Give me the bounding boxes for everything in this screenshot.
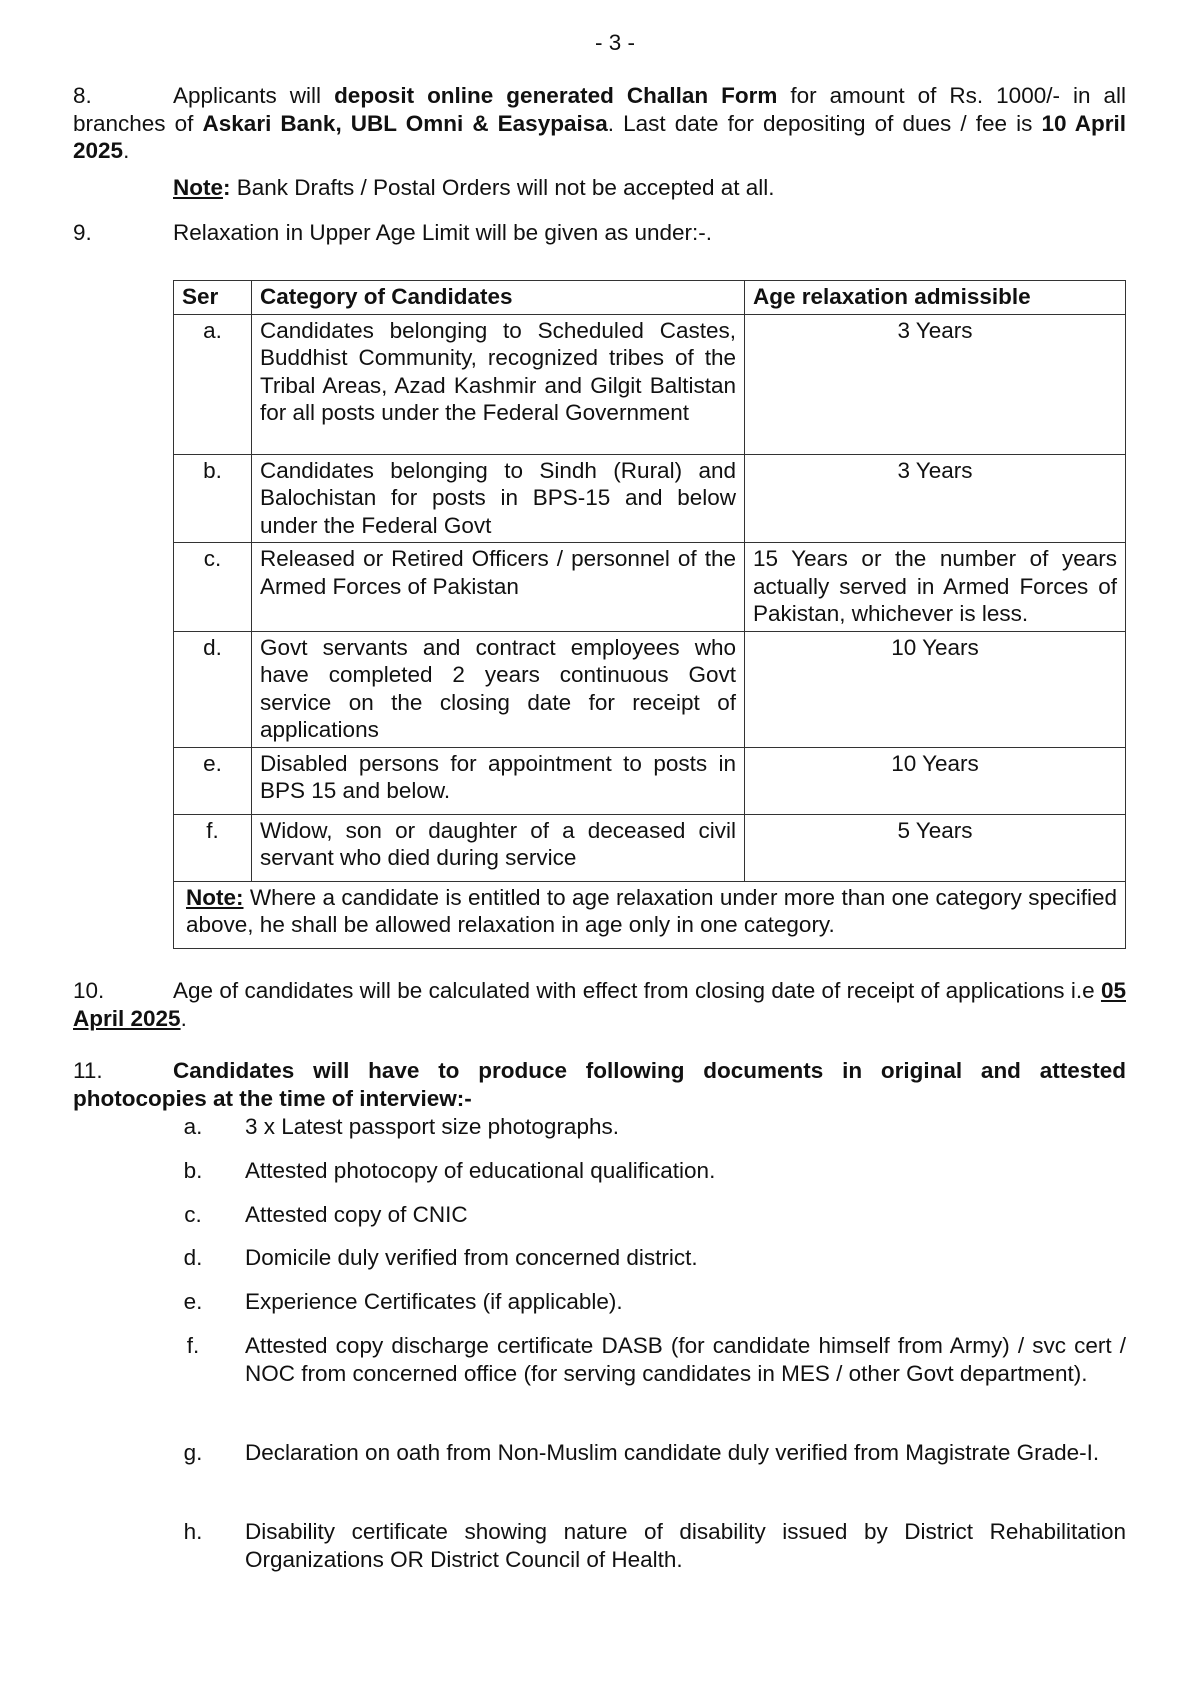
para8-bold-date: 10 April 2025: [73, 110, 1126, 163]
table-note-cell: [174, 881, 1126, 948]
para8-bold-challan: deposit online generated Challan Form: [334, 83, 778, 108]
list-item-text: Attested copy discharge certificate DASB (for candidate himself from Army) / svc cert / NOC from concerned office (for serving candidates in MES / other Govt department).: [245, 1333, 1126, 1386]
table-row: [174, 814, 1126, 881]
cell-category: Widow, son or daughter of a deceased civil servant who died during service: [252, 814, 745, 881]
cell-age: 10 Years: [745, 631, 1126, 747]
para8-text-2: for amount of Rs. 1000/- in all branches of: [73, 83, 1126, 136]
cell-ser: f.: [174, 814, 252, 881]
table-note-text: Where a candidate is entitled to age relaxation under more than one category specified above, he shall be allowed relaxation in age only in one category.: [186, 884, 1117, 937]
table-note-label: Note:: [186, 884, 244, 910]
paragraph-10: [73, 977, 1126, 1032]
list-item-text: Attested photocopy of educational qualification.: [245, 1158, 716, 1183]
header-age-relaxation: Age relaxation admissible: [745, 281, 1126, 315]
para10-text: Age of candidates will be calculated with effect from closing date of receipt of applications i.e: [173, 978, 1101, 1003]
note-text: Bank Drafts / Postal Orders will not be accepted at all.: [230, 175, 775, 200]
para10-end: .: [180, 1005, 187, 1031]
note-colon: :: [223, 175, 231, 200]
cell-age: 3 Years: [745, 314, 1126, 454]
list-item-text: 3 x Latest passport size photographs.: [245, 1114, 619, 1139]
para8-text-3: . Last date for depositing of dues / fee is: [607, 110, 1042, 136]
paragraph-number: 9.: [73, 220, 92, 245]
list-item-text: Declaration on oath from Non-Muslim candidate duly verified from Magistrate Grade-I.: [245, 1440, 1100, 1465]
list-item-letter: f.: [186, 1333, 200, 1358]
paragraph-number: 10.: [73, 978, 105, 1003]
table-row: [174, 543, 1126, 632]
cell-age: 15 Years or the number of years actually served in Armed Forces of Pakistan, whichever is less.: [745, 543, 1126, 632]
para8-text-4: .: [123, 138, 130, 163]
note-label: Note: [173, 175, 223, 200]
header-ser: Ser: [174, 281, 252, 315]
table-row: [174, 314, 1126, 454]
para8-text-1: Applicants will: [173, 83, 335, 108]
cell-age: 5 Years: [745, 814, 1126, 881]
cell-category: Candidates belonging to Sindh (Rural) and Balochistan for posts in BPS-15 and below under the Federal Govt: [252, 454, 745, 543]
list-item-text: Domicile duly verified from concerned district.: [245, 1245, 698, 1270]
para9-text: Relaxation in Upper Age Limit will be given as under:-.: [173, 220, 713, 245]
page-number: - 3 -: [594, 30, 635, 55]
list-item-letter: d.: [183, 1245, 203, 1270]
cell-ser: e.: [174, 747, 252, 814]
cell-category: Disabled persons for appointment to posts in BPS 15 and below.: [252, 747, 745, 814]
cell-ser: c.: [174, 543, 252, 632]
cell-ser: d.: [174, 631, 252, 747]
list-item-letter: b.: [183, 1158, 203, 1183]
list-item-letter: e.: [183, 1289, 203, 1314]
paragraph-number: 11.: [73, 1058, 103, 1083]
table-row: [174, 747, 1126, 814]
paragraph-11: [73, 1057, 1126, 1112]
cell-ser: b.: [174, 454, 252, 543]
para11-bold-text: Candidates will have to produce following documents in original and attested photocopies at the time of interview:-: [73, 1058, 1126, 1111]
cell-category: Candidates belonging to Scheduled Castes, Buddhist Community, recognized tribes of the Tribal Areas, Azad Kashmir and Gilgit Baltistan for all posts under the Federal Government: [252, 314, 745, 454]
table-note-row: [174, 881, 1126, 948]
list-item-letter: c.: [184, 1202, 202, 1227]
cell-ser: a.: [174, 314, 252, 454]
age-relaxation-table: [173, 280, 1126, 949]
list-item-text: Attested copy of CNIC: [245, 1202, 468, 1227]
cell-category: Govt servants and contract employees who have completed 2 years continuous Govt service on the closing date for receipt of applications: [252, 631, 745, 747]
header-category: Category of Candidates: [252, 281, 745, 315]
table-header-row: [174, 281, 1126, 315]
list-item-text: Disability certificate showing nature of disability issued by District Rehabilitation Organizations OR District Council of Health.: [245, 1519, 1126, 1572]
cell-age: 3 Years: [745, 454, 1126, 543]
list-item-letter: a.: [183, 1114, 203, 1139]
table-row: [174, 454, 1126, 543]
note-bank-drafts: [173, 174, 1123, 202]
cell-age: 10 Years: [745, 747, 1126, 814]
paragraph-number: 8.: [73, 83, 92, 108]
para10-date: 05 April 2025: [73, 978, 1126, 1031]
table-row: [174, 631, 1126, 747]
para8-bold-banks: Askari Bank, UBL Omni & Easypaisa: [202, 110, 608, 136]
list-item-text: Experience Certificates (if applicable).: [245, 1289, 623, 1314]
paragraph-8: [73, 82, 1126, 165]
list-item-letter: h.: [183, 1519, 203, 1544]
paragraph-9: [73, 219, 1126, 247]
cell-category: Released or Retired Officers / personnel of the Armed Forces of Pakistan: [252, 543, 745, 632]
list-item-letter: g.: [183, 1440, 203, 1465]
